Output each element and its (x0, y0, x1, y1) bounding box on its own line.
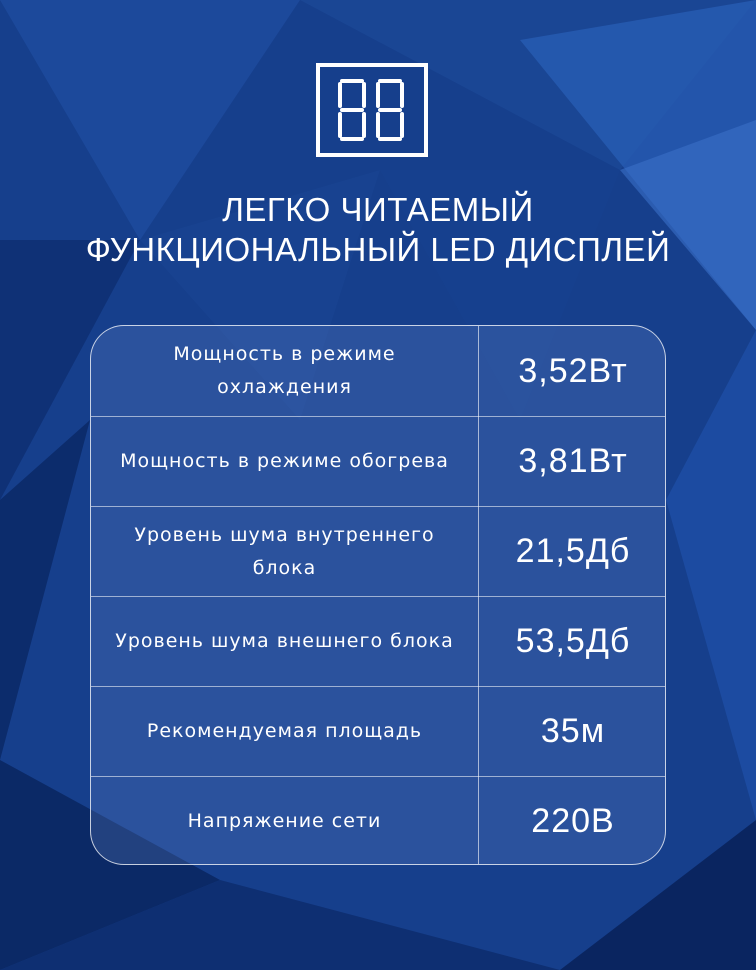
table-row (91, 326, 666, 416)
spec-label: Напряжение сети (187, 810, 382, 832)
spec-label: Уровень шума внутреннего блока (134, 523, 435, 579)
table-row (91, 596, 666, 686)
spec-value: 35м (540, 712, 606, 750)
spec-value: 3,52Вт (518, 351, 628, 390)
spec-label: Мощность в режиме охлаждения (173, 343, 396, 398)
table-row (91, 776, 666, 865)
table-row (91, 416, 666, 506)
headline-line-2: ФУНКЦИОНАЛЬНЫЙ LED ДИСПЛЕЙ (85, 231, 671, 268)
column-divider (478, 326, 479, 865)
led-display-logo (316, 63, 428, 157)
spec-label: Мощность в режиме обогрева (120, 450, 449, 472)
headline-line-1: ЛЕГКО ЧИТАЕМЫЙ (222, 191, 534, 228)
headline (0, 190, 756, 270)
spec-label: Рекомендуемая площадь (146, 720, 423, 742)
spec-value: 220В (531, 802, 615, 840)
spec-value: 21,5Дб (515, 532, 631, 570)
spec-value: 3,81Вт (518, 442, 628, 480)
digital-display-88-icon (320, 67, 424, 153)
table-row (91, 506, 666, 596)
specs-table (90, 325, 666, 865)
spec-value: 53,5Дб (515, 622, 631, 660)
table-row (91, 686, 666, 776)
spec-label: Уровень шума внешнего блока (115, 630, 454, 652)
